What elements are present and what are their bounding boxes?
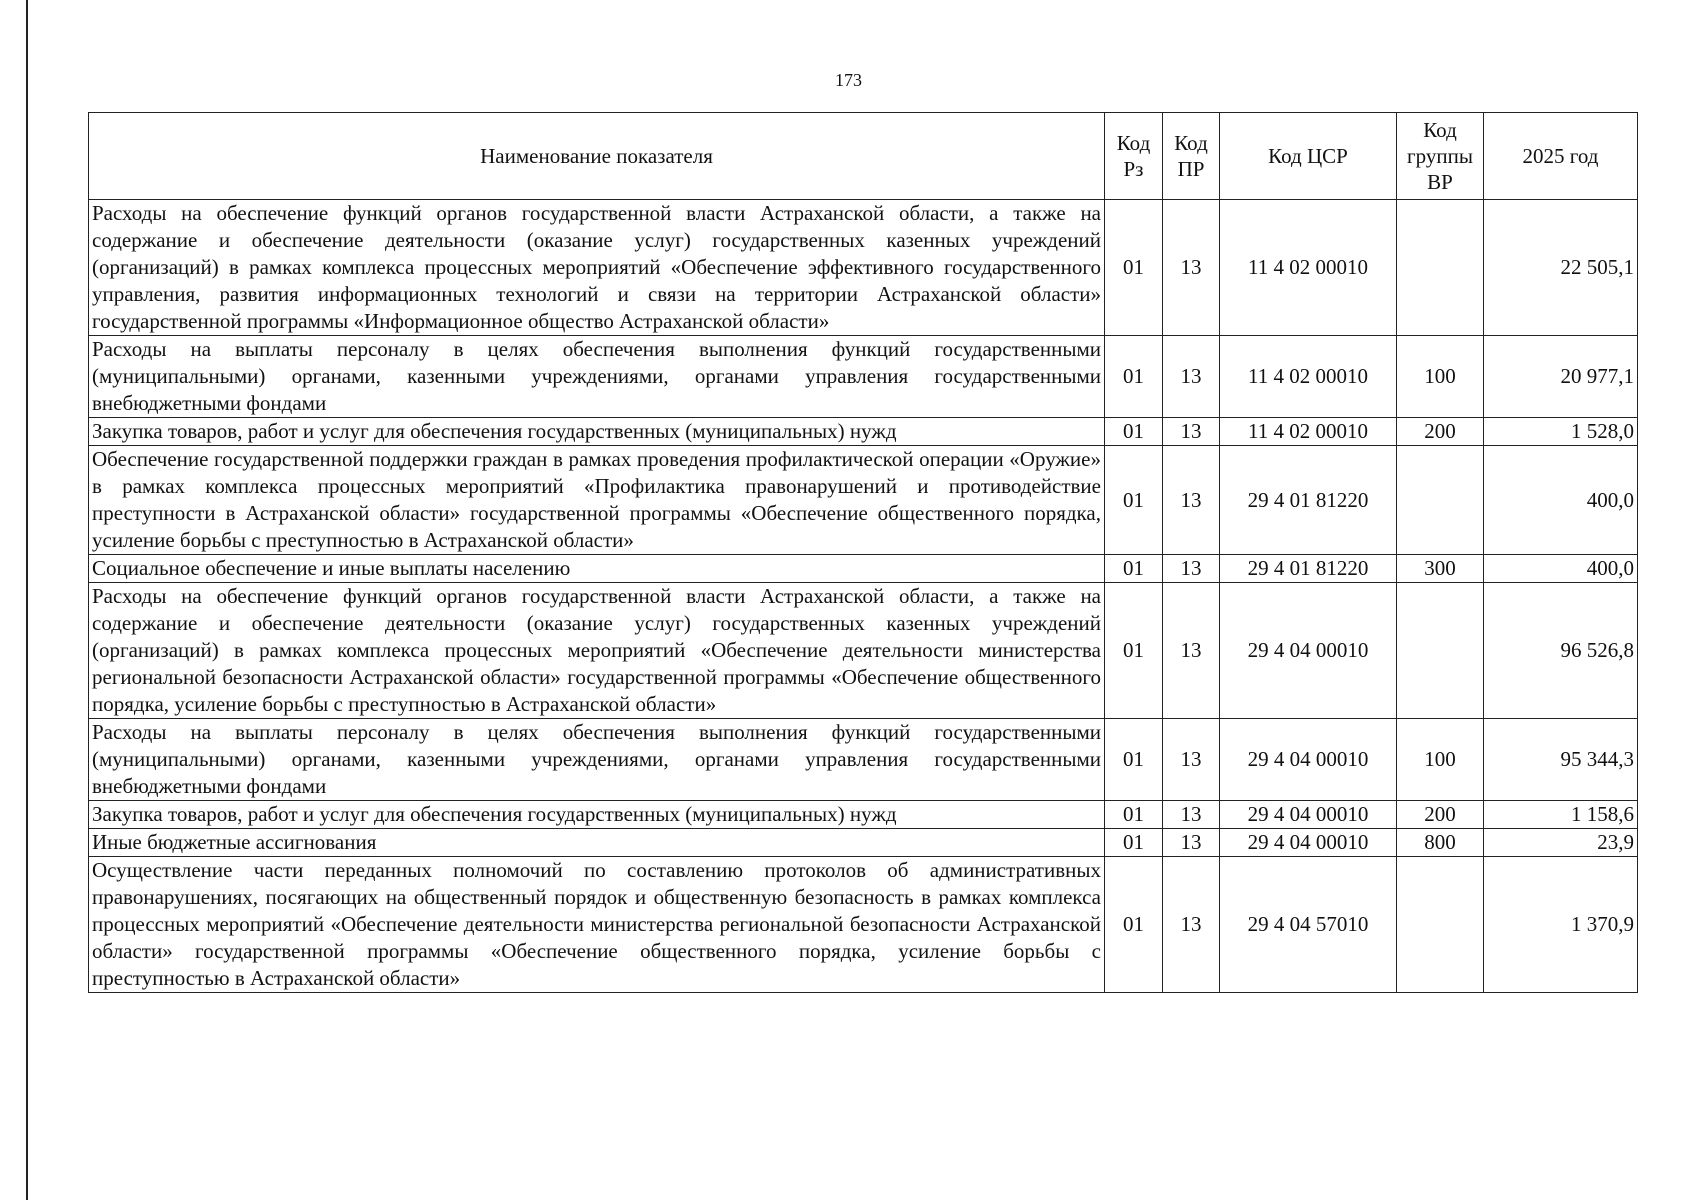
row-name: Расходы на выплаты персоналу в целях обеспечения выполнения функций государственными (муниципальными) органами, казенными учреждениями, органами управления государственными внебюджетными фондами: [89, 719, 1105, 801]
row-amount: 400,0: [1484, 555, 1638, 583]
row-pr: 13: [1163, 583, 1220, 719]
row-vr: 100: [1397, 719, 1484, 801]
row-pr: 13: [1163, 801, 1220, 829]
row-vr: [1397, 857, 1484, 993]
header-rz: Код Рз: [1105, 113, 1163, 200]
row-amount: 1 158,6: [1484, 801, 1638, 829]
row-rz: 01: [1105, 446, 1163, 555]
row-csr: 29 4 04 00010: [1220, 801, 1397, 829]
table-row: [89, 583, 1638, 719]
row-amount: 400,0: [1484, 446, 1638, 555]
row-amount: 96 526,8: [1484, 583, 1638, 719]
row-amount: 1 370,9: [1484, 857, 1638, 993]
row-rz: 01: [1105, 583, 1163, 719]
header-csr: Код ЦСР: [1220, 113, 1397, 200]
row-name: Обеспечение государственной поддержки граждан в рамках проведения профилактической операции «Оружие» в рамках комплекса процессных мероприятий «Профилактика правонарушений и противодействие преступности в Астраханской области» государственной программы «Обеспечение общественного порядка, усиление борьбы с преступностью в Астраханской области»: [89, 446, 1105, 555]
header-pr: Код ПР: [1163, 113, 1220, 200]
row-pr: 13: [1163, 418, 1220, 446]
row-rz: 01: [1105, 857, 1163, 993]
row-pr: 13: [1163, 555, 1220, 583]
binding-margin-line: [26, 0, 28, 1200]
row-rz: 01: [1105, 418, 1163, 446]
row-vr: 200: [1397, 418, 1484, 446]
row-pr: 13: [1163, 336, 1220, 418]
table-row: [89, 336, 1638, 418]
table-row: [89, 801, 1638, 829]
row-pr: 13: [1163, 857, 1220, 993]
row-csr: 11 4 02 00010: [1220, 200, 1397, 336]
row-pr: 13: [1163, 200, 1220, 336]
row-csr: 11 4 02 00010: [1220, 336, 1397, 418]
table-row: [89, 857, 1638, 993]
row-csr: 29 4 04 57010: [1220, 857, 1397, 993]
row-name: Социальное обеспечение и иные выплаты населению: [89, 555, 1105, 583]
row-rz: 01: [1105, 801, 1163, 829]
header-vr: Код группы ВР: [1397, 113, 1484, 200]
row-vr: 300: [1397, 555, 1484, 583]
row-name: Закупка товаров, работ и услуг для обеспечения государственных (муниципальных) нужд: [89, 418, 1105, 446]
row-csr: 29 4 04 00010: [1220, 719, 1397, 801]
row-vr: 100: [1397, 336, 1484, 418]
header-name: Наименование показателя: [89, 113, 1105, 200]
row-csr: 29 4 04 00010: [1220, 583, 1397, 719]
row-pr: 13: [1163, 719, 1220, 801]
row-name: Расходы на обеспечение функций органов государственной власти Астраханской области, а также на содержание и обеспечение деятельности (оказание услуг) государственных казенных учреждений (организаций) в рамках комплекса процессных мероприятий «Обеспечение эффективного государственного управления, развития информационных технологий и связи на территории Астраханской области» государственной программы «Информационное общество Астраханской области»: [89, 200, 1105, 336]
row-pr: 13: [1163, 446, 1220, 555]
table-row: [89, 446, 1638, 555]
table-header-row: [89, 113, 1638, 200]
row-amount: 20 977,1: [1484, 336, 1638, 418]
row-rz: 01: [1105, 200, 1163, 336]
row-vr: [1397, 200, 1484, 336]
row-csr: 29 4 04 00010: [1220, 829, 1397, 857]
table-row: [89, 719, 1638, 801]
row-name: Расходы на обеспечение функций органов государственной власти Астраханской области, а также на содержание и обеспечение деятельности (оказание услуг) государственных казенных учреждений (организаций) в рамках комплекса процессных мероприятий «Обеспечение деятельности министерства региональной безопасности Астраханской области» государственной программы «Обеспечение общественного порядка, усиление борьбы с преступностью в Астраханской области»: [89, 583, 1105, 719]
table-row: [89, 418, 1638, 446]
table-row: [89, 555, 1638, 583]
row-csr: 11 4 02 00010: [1220, 418, 1397, 446]
header-year: 2025 год: [1484, 113, 1638, 200]
table-row: [89, 200, 1638, 336]
page-number: 173: [835, 70, 862, 90]
row-amount: 22 505,1: [1484, 200, 1638, 336]
row-vr: [1397, 446, 1484, 555]
row-vr: 200: [1397, 801, 1484, 829]
row-amount: 95 344,3: [1484, 719, 1638, 801]
row-vr: [1397, 583, 1484, 719]
row-amount: 1 528,0: [1484, 418, 1638, 446]
row-csr: 29 4 01 81220: [1220, 446, 1397, 555]
row-rz: 01: [1105, 719, 1163, 801]
row-rz: 01: [1105, 555, 1163, 583]
row-name: Расходы на выплаты персоналу в целях обеспечения выполнения функций государственными (муниципальными) органами, казенными учреждениями, органами управления государственными внебюджетными фондами: [89, 336, 1105, 418]
table-row: [89, 829, 1638, 857]
budget-table: [88, 112, 1638, 993]
row-name: Закупка товаров, работ и услуг для обеспечения государственных (муниципальных) нужд: [89, 801, 1105, 829]
row-name: Иные бюджетные ассигнования: [89, 829, 1105, 857]
row-name: Осуществление части переданных полномочий по составлению протоколов об административных правонарушениях, посягающих на общественный порядок и общественную безопасность в рамках комплекса процессных мероприятий «Обеспечение деятельности министерства региональной безопасности Астраханской области» государственной программы «Обеспечение общественного порядка, усиление борьбы с преступностью в Астраханской области»: [89, 857, 1105, 993]
row-rz: 01: [1105, 829, 1163, 857]
row-amount: 23,9: [1484, 829, 1638, 857]
row-vr: 800: [1397, 829, 1484, 857]
row-csr: 29 4 01 81220: [1220, 555, 1397, 583]
row-rz: 01: [1105, 336, 1163, 418]
row-pr: 13: [1163, 829, 1220, 857]
